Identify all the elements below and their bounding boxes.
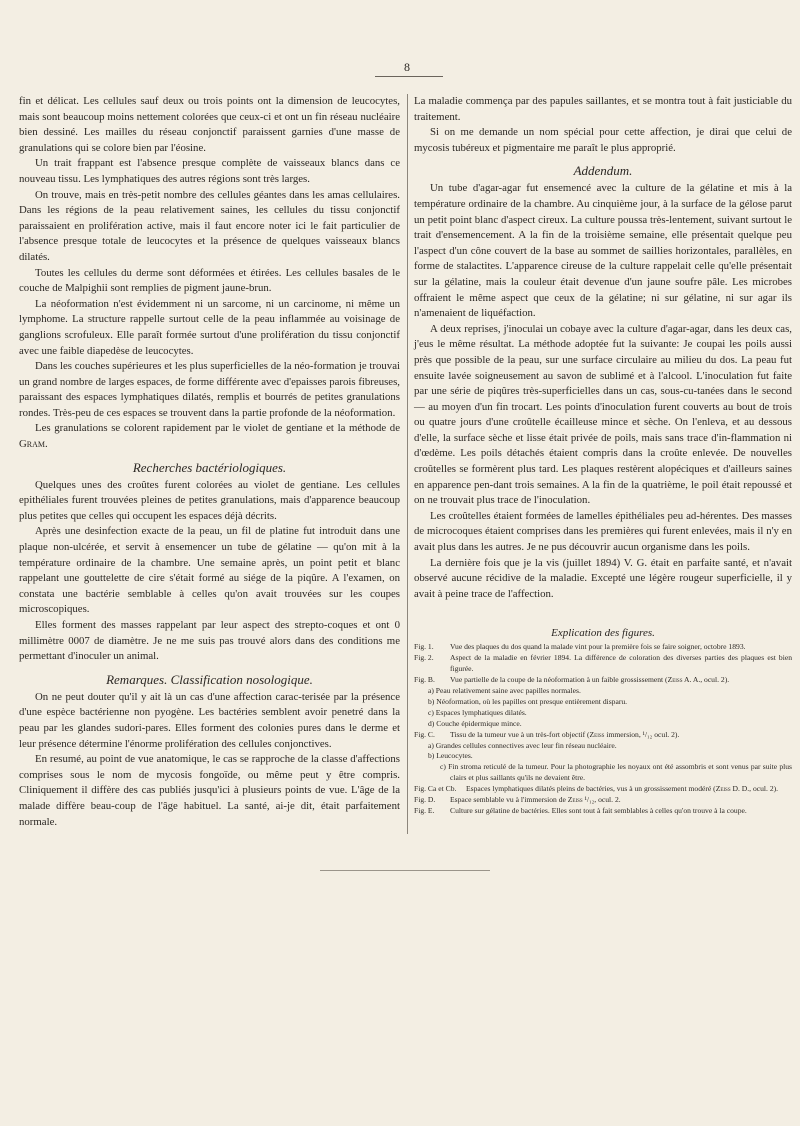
figure-legend-list xyxy=(414,642,792,817)
paragraph: Les croûtelles étaient formées de lamelles épithéliales peu ad-hérentes. Des masses de microcoques étaient comprises dans les premières qui furent enlevées, mais il n'y en avait plus dans les autres. Je ne pus découvrir aucun organisme dans les poils. xyxy=(414,509,792,554)
page-number: 8 xyxy=(404,60,410,74)
paragraph: Dans les couches supérieures et les plus superficielles de la néo-formation je trouvai un grand nombre de larges espaces, de forme différente avec d'epaisses parois fibreuses, paraissant des espaces lymphatiques dilatés, remplis et bourrés de petites granulations rondes. Très-peu de ces espaces se trouvent dans la partie profonde de la néoformation. xyxy=(19,360,400,419)
figure-text-part: D. D., ocul. 2). xyxy=(730,784,779,794)
section-title-addendum: Addendum. xyxy=(573,163,633,179)
paragraph: Après une desinfection exacte de la peau, un fil de platine fut introduit dans une plaque non-ulcérée, et servit à ensemencer un tube de gélatine — qu'on mit à la température ordinaire de la chambre. Une semaine après, un point petit et blanc rappelant une gouttelette de cire s'était formé au siége de la piqûre. A l'examen, on constata une bactérie semblable à celles qu'on avait trouvées sur les coupes microscopiques. xyxy=(19,525,400,616)
figure-text xyxy=(450,730,792,741)
figure-text-part: Tissu de la tumeur vue à un très-fort objectif ( xyxy=(450,729,590,739)
figure-text-part: ¹/₁₂, ocul. 2. xyxy=(582,795,621,805)
figure-legend-item xyxy=(414,784,792,795)
paragraph: En resumé, au point de vue anatomique, le cas se rapproche de la classe d'affections comprises sous le nom de mycosis fongoïde, ou même peut y être compris. Cliniquement il diffère des cas publiés jusqu'ici à plusieurs points de vue. L'âge de la malade diffère beau-coup de l'âge habituel. La santé, ai-je dit, était parfaitement normale. xyxy=(19,753,400,828)
figure-legend-item xyxy=(414,653,792,675)
figure-text-part: Vue partielle de la coupe de la néoformation à un faible grossissement ( xyxy=(450,675,668,685)
figure-legend-item xyxy=(414,730,792,741)
figure-text-part: immersion, ¹/₁₂ ocul. 2). xyxy=(604,729,680,739)
paragraph: Elles forment des masses rappelant par leur aspect des strepto-coques et ont 0 millimètre 0007 de diamètre. Je ne me suis pas trouvé alors dans des conditions me permettant d'inoculer un animal. xyxy=(19,619,400,663)
figure-text-part: A. A., ocul. 2). xyxy=(682,675,730,685)
figure-label: Fig. C. xyxy=(414,729,435,739)
paragraph: A deux reprises, j'inoculai un cobaye avec la culture d'agar-agar, dans les deux cas, j'eus le même résultat. La méthode adoptée fut la suivante: Je coupai les poils aussi près que possible de la peau, sur une surface circulaire au milieu du dos. La peau fut ensuite lavée soigneusement au savon de sublimé et à l'alcool. L'inoculation fut faite par une série de piqûres très-superficielles dans un cas, sous-cu-tanées dans le second — au moyen d'un fin trocart. Les points d'inoculation furent couverts au bout de trois ou quatre jours d'une croûtelle écailleuse mince et sèche. On l'enleva, et au dessous d'elle, la surface sèche et lisse était privée de poils, mais sans trace d'in-flammation ni d'œdème. Les poils détachés étaient compris dans la croûte enlevée. De nouvelles croûtelles se formèrent plus tard. Les plaques restèrent alopéciques et d'ailleurs saines en apparence pen-dant trois semaines. A la fin de la quatrième, le poil était repoussé et on ne trouvait plus trace de l'inoculation. xyxy=(414,322,792,507)
figure-text: Vue des plaques du dos quand la malade vint pour la première fois se faire soigner, octobre 1893. xyxy=(450,642,746,652)
gram-name: Gram xyxy=(19,438,46,451)
figure-label: Fig. B. xyxy=(414,675,435,685)
right-column xyxy=(414,94,792,817)
paragraph-text: Les granulations se colorent rapidement par le violet de gentiane et la méthode de xyxy=(35,422,400,435)
footer-rule xyxy=(320,870,490,871)
paragraph: La maladie commença par des papules saillantes, et se montra tout à fait justiciable du traitement. xyxy=(414,95,792,123)
left-column xyxy=(19,94,400,830)
column-divider xyxy=(407,94,408,834)
paragraph: Quelques unes des croûtes furent colorées au violet de gentiane. Les cellules epithéliales furent trouvées pleines de petites granulations, mais d'apparence beaucoup plus petites que celles qui occupent les espaces déjà décrits. xyxy=(19,478,400,522)
paragraph: La dernière fois que je la vis (juillet 1894) V. G. était en parfaite santé, et n'avait observé aucune récidive de la maladie. Excepté une légère rougeur superficielle, il y avait à peine trace de l'affection. xyxy=(414,556,792,600)
figure-subitem: b) Leucocytes. xyxy=(428,751,473,761)
paragraph: Toutes les cellules du derme sont déformées et étirées. Les cellules basales de le couche de Malpighii sont remplies de pigment jaune-brun. xyxy=(19,266,400,295)
figure-subitem: b) Néoformation, où les papilles ont presque entièrement disparu. xyxy=(428,696,628,706)
explication-title: Explication des figures. xyxy=(551,627,655,640)
zeiss-name: Zeiss xyxy=(715,784,731,794)
figure-text: Culture sur gélatine de bactéries. Elles sont tout à fait semblables à celles qu'on trouve à la coupe. xyxy=(450,806,747,815)
zeiss-name: Zeiss xyxy=(589,729,605,739)
figure-subitem: c) Fin stroma reticulé de la tumeur. Pour la photographie les noyaux ont été assombris et sont venus par suite plus clairs et plus saillants qu'ils ne devaient être. xyxy=(440,762,792,783)
paragraph: Les granulations se colorent rapidement par le violet de gentiane et la méthode de Gram. xyxy=(19,422,400,451)
paragraph: La néoformation n'est évidemment ni un sarcome, ni un carcinome, ni même un lymphome. La structure rappelle surtout celle de la peau inflammée au voisinage de ganglions scrofuleux. Elle paraît formée surtout d'une prolifération du tissu conjonctif avec une faible diapedèse de leucocytes. xyxy=(19,297,400,357)
paragraph: Si on me demande un nom spécial pour cette affection, je dirai que celui de mycosis tubéreux et pigmentaire me paraît le plus approprié. xyxy=(414,126,792,154)
zeiss-name: Zeiss xyxy=(667,675,683,685)
figure-subitem: a) Grandes cellules connectives avec leur fin réseau nucléaire. xyxy=(428,740,617,750)
section-title-remarques: Remarques. Classification nosologique. xyxy=(106,671,313,687)
paragraph: On ne peut douter qu'il y ait là un cas d'une affection carac-terisée par la présence d'une espèce bactérienne non pyogène. Les bactéries semblent avoir penetré dans la peau par les glandes sudori-pares. Elles forment des colonies pures dans le derme et leur présence détermine l'énorme prolifération des cellules conjonctives. xyxy=(19,690,400,750)
figure-subitem: a) Peau relativement saine avec papilles normales. xyxy=(428,686,581,696)
figure-label: Fig. Ca et Cb. xyxy=(414,784,457,794)
figure-text xyxy=(450,795,792,806)
paragraph: fin et délicat. Les cellules sauf deux ou trois points ont la dimension de leucocytes, mais sont beaucoup moins nettement colorées que ceux-ci et ont un fin réseau nucléaire bien dessiné. Les mailles du réseau conjonctif paraissent garnies d'une masse de granulations qui se colore bien par l'éosine. xyxy=(19,95,400,154)
paragraph: On trouve, mais en très-petit nombre des cellules géantes dans les amas cellulaires. Dans les régions de la peau relativement saines, les cellules du tissu conjonctif paraissaient en prolifération active, mais il faut encore noter ici le fait particulier de l'absence presque totale de leucocytes et la présence de quelques vaisseaux blancs dilatés. xyxy=(19,188,400,263)
figure-subitem: c) Espaces lymphatiques dilatés. xyxy=(428,707,527,717)
figure-label: Fig. D. xyxy=(414,795,436,805)
figure-legend-item xyxy=(414,675,792,686)
figure-text xyxy=(450,675,792,686)
figure-label: Fig. 1. xyxy=(414,642,434,652)
figure-text-part: Espaces lymphatiques dilatés pleins de bactéries, vus à un grossissement modéré ( xyxy=(466,784,716,794)
figure-legend-item xyxy=(414,795,792,806)
header-rule xyxy=(375,76,443,77)
paragraph: Un tube d'agar-agar fut ensemencé avec la culture de la gélatine et mis à la température ordinaire de la chambre. Au cinquième jour, à la surface de la gélose parut un petit point blanc d'aspect cireux. La culture poussa très-lentement, suivant surtout le trait d'ensemencement. A la fin de la troisième semaine, elle présentait quelque peu l'aspect d'un cône couvert de la base au sommet de saillies horizontales, parallèles, en forme de stalactites. L'apparence cireuse de la culture rappelait celle qu'elle présentait sur la gélatine, mais la couleur était devenue d'un jaune soufre pâle. Les microbes offraient le même aspect que ceux de la gélatine; ni sur gélatine, ni sur agar ils n'amenaient de liquéfaction. xyxy=(414,182,792,320)
zeiss-name: Zeiss xyxy=(567,795,583,805)
figure-subitem: d) Couche épidermique mince. xyxy=(428,718,522,728)
paragraph: Un trait frappant est l'absence presque complète de vaisseaux blancs dans ce nouveau tissu. Les lymphatiques des autres régions sont très larges. xyxy=(19,157,400,185)
figure-legend-item xyxy=(414,642,792,653)
figure-text xyxy=(466,784,792,795)
figure-legend-item xyxy=(414,806,792,817)
figure-label: Fig. 2. xyxy=(414,653,434,663)
figure-text: Aspect de la maladie en février 1894. La différence de coloration des diverses parties des plaques est bien figurée. xyxy=(450,653,792,674)
figure-label: Fig. E. xyxy=(414,806,435,815)
figure-text-part: Espace semblable vu à l'immersion de xyxy=(450,795,568,805)
section-title-recherches: Recherches bactériologiques. xyxy=(132,459,287,475)
